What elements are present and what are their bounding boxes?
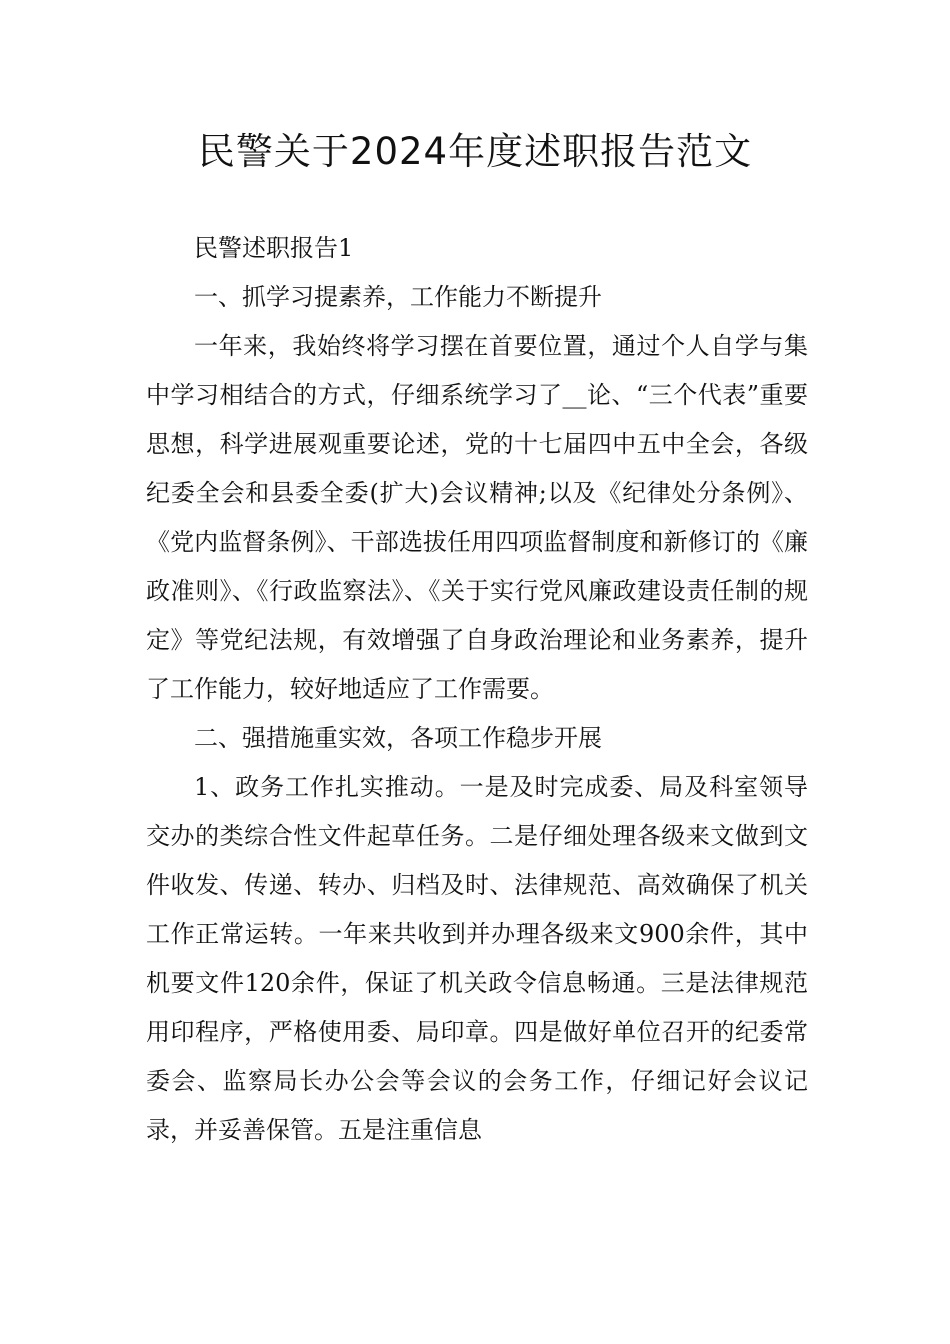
document-body <box>146 224 808 1155</box>
section-heading-2: 二、强措施重实效，各项工作稳步开展 <box>194 724 602 752</box>
report-subtitle: 民警述职报告1 <box>194 234 354 262</box>
document-title: 民警关于2024年度述职报告范文 <box>197 130 753 173</box>
section-heading-1: 一、抓学习提素养，工作能力不断提升 <box>194 283 602 311</box>
paragraph-study: 一年来，我始终将学习摆在首要位置，通过个人自学与集中学习相结合的方式，仔细系统学习了__论、“三个代表”重要思想，科学进展观重要论述，党的十七届四中五中全会，各级纪委全会和县委全委(扩大)会议精神;以及《纪律处分条例》、《党内监督条例》、干部选拔任用四项监督制度和新修订的《廉政准则》、《行政监察法》、《关于实行党风廉政建设责任制的规定》等党纪法规，有效增强了自身政治理论和业务素养，提升了工作能力，较好地适应了工作需要。 <box>146 332 808 703</box>
paragraph-government-affairs: 1、政务工作扎实推动。一是及时完成委、局及科室领导交办的类综合性文件起草任务。二是仔细处理各级来文做到文件收发、传递、转办、归档及时、法律规范、高效确保了机关工作正常运转。一年来共收到并办理各级来文900余件，其中机要文件120余件，保证了机关政令信息畅通。三是法律规范用印程序，严格使用委、局印章。四是做好单位召开的纪委常委会、监察局长办公会等会议的会务工作，仔细记好会议记录，并妥善保管。五是注重信息 <box>146 773 808 1144</box>
